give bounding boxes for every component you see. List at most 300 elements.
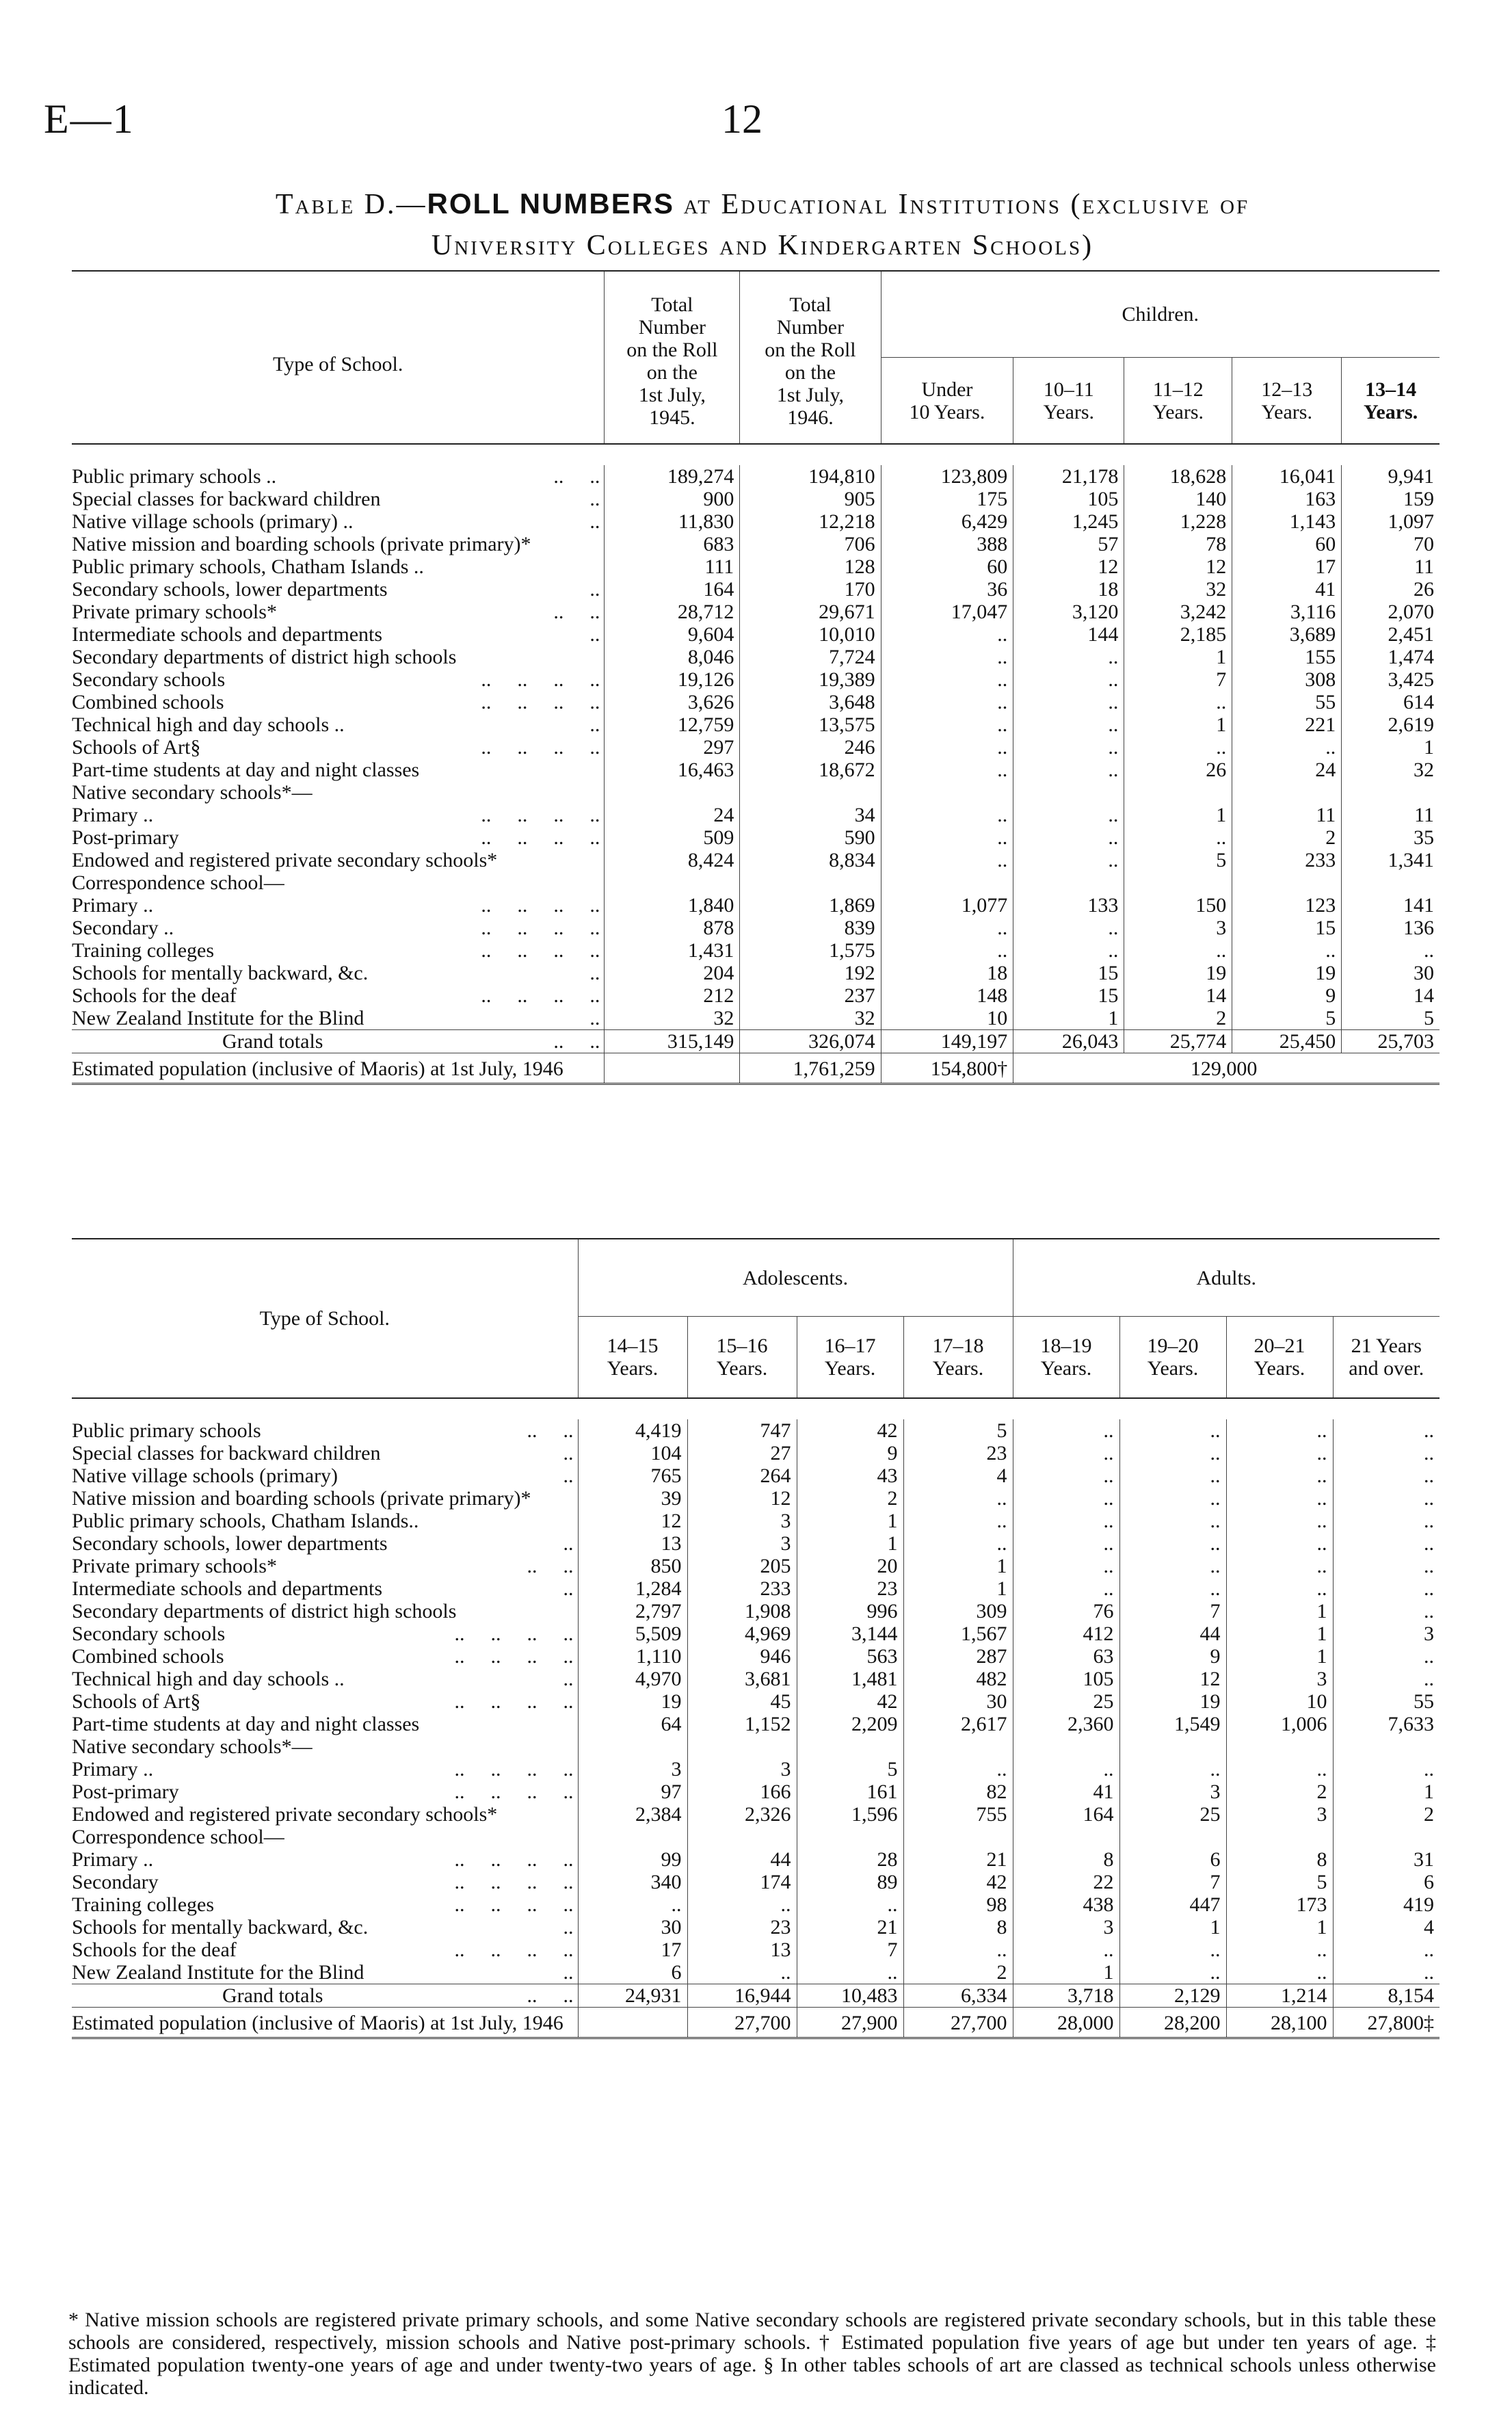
- leader-dot: ..: [517, 691, 528, 713]
- value-cell: ..: [1226, 1487, 1333, 1510]
- value-cell: ..: [1124, 736, 1232, 759]
- school-type-label: Endowed and registered private secondary schools*: [72, 1803, 498, 1826]
- leader-dot: ..: [454, 1939, 465, 1961]
- value-cell: 155: [1232, 646, 1342, 668]
- col-13-14-header: 13–14 Years.: [1342, 358, 1440, 445]
- value-cell: 1,245: [1013, 510, 1124, 533]
- school-type-cell: [72, 1555, 578, 1577]
- value-cell: 32: [740, 1007, 881, 1030]
- school-type-label: Part-time students at day and night classes: [72, 759, 420, 781]
- leader-dot: ..: [527, 1419, 538, 1442]
- value-cell: 189,274: [605, 465, 740, 488]
- value-cell: 1,341: [1342, 849, 1440, 871]
- leader-dot: ..: [553, 917, 564, 939]
- school-type-label: Secondary: [72, 1871, 159, 1893]
- age-col-line2: Years.: [1040, 1357, 1092, 1380]
- value-cell: 164: [1013, 1803, 1119, 1826]
- value-cell: ..: [1013, 1442, 1119, 1464]
- school-type-label: Schools of Art§: [72, 1690, 201, 1713]
- value-cell: 5: [797, 1758, 903, 1780]
- value-cell: 1: [1124, 804, 1232, 826]
- age-col-line2: and over.: [1349, 1357, 1424, 1380]
- leader-dots: [538, 1916, 578, 1939]
- school-type-label: Native secondary schools*—: [72, 1735, 313, 1758]
- footnotes: [68, 2309, 1436, 2399]
- value-cell: ..: [1013, 1510, 1119, 1532]
- grand-total-value: 25,774: [1124, 1030, 1232, 1053]
- value-cell: 43: [797, 1464, 903, 1487]
- value-cell: 8: [903, 1916, 1013, 1939]
- leader-dot: ..: [527, 1690, 538, 1713]
- value-cell: 16,041: [1232, 465, 1342, 488]
- leader-dots: [563, 510, 604, 533]
- grand-totals-label: Grand totals: [222, 1030, 323, 1053]
- col-total-1946-header: Total Number on the Roll on the 1st July, 1946.: [740, 271, 881, 444]
- leader-dot: ..: [563, 1961, 574, 1984]
- value-cell: 1,596: [797, 1803, 903, 1826]
- leader-dot: ..: [589, 939, 600, 962]
- school-type-cell: [72, 849, 605, 871]
- school-type-cell: [72, 871, 605, 894]
- value-cell: 55: [1333, 1690, 1440, 1713]
- leader-dots: [527, 465, 604, 488]
- grand-total-value: 26,043: [1013, 1030, 1124, 1053]
- value-cell: 10,010: [740, 623, 881, 646]
- school-type-cell: [72, 623, 605, 646]
- value-cell: 7: [797, 1939, 903, 1961]
- value-cell: [687, 1735, 797, 1758]
- value-cell: 30: [903, 1690, 1013, 1713]
- value-cell: 3: [1226, 1668, 1333, 1690]
- estim-under10-value: 154,800†: [881, 1053, 1013, 1084]
- value-cell: ..: [1333, 1645, 1440, 1668]
- value-cell: 19,389: [740, 668, 881, 691]
- leader-dots: [501, 1419, 578, 1442]
- leader-dot: ..: [527, 1622, 538, 1645]
- table-row: [72, 1939, 1440, 1961]
- value-cell: ..: [1119, 1555, 1226, 1577]
- leader-dot: ..: [589, 894, 600, 917]
- value-cell: [1333, 1735, 1440, 1758]
- school-type-cell: [72, 1735, 578, 1758]
- value-cell: 5: [1226, 1871, 1333, 1893]
- leader-dot: ..: [481, 984, 492, 1007]
- value-cell: 3: [1119, 1780, 1226, 1803]
- value-cell: ..: [1119, 1532, 1226, 1555]
- value-cell: 9: [797, 1442, 903, 1464]
- value-cell: 1: [1226, 1622, 1333, 1645]
- value-cell: [797, 1826, 903, 1848]
- school-type-label: Primary ..: [72, 804, 154, 826]
- table-row: [72, 781, 1440, 804]
- leader-dot: ..: [517, 894, 528, 917]
- value-cell: 2: [1124, 1007, 1232, 1030]
- value-cell: ..: [1333, 1510, 1440, 1532]
- value-cell: 170: [740, 578, 881, 601]
- value-cell: 144: [1013, 623, 1124, 646]
- school-type-cell: [72, 1600, 578, 1622]
- value-cell: 6,429: [881, 510, 1013, 533]
- table-row: [72, 1419, 1440, 1442]
- table-row: [72, 826, 1440, 849]
- value-cell: ..: [1124, 826, 1232, 849]
- leader-dots: [455, 984, 604, 1007]
- school-type-label: Primary ..: [72, 894, 154, 917]
- value-cell: 765: [578, 1464, 687, 1487]
- school-type-label: Native secondary schools*—: [72, 781, 313, 804]
- value-cell: [578, 1826, 687, 1848]
- table-row: [72, 984, 1440, 1007]
- leader-dots: [563, 488, 604, 510]
- value-cell: ..: [1013, 691, 1124, 713]
- school-type-cell: [72, 465, 605, 488]
- grand-total-value: 149,197: [881, 1030, 1013, 1053]
- value-cell: 42: [797, 1690, 903, 1713]
- value-cell: 2,209: [797, 1713, 903, 1735]
- value-cell: ..: [1119, 1939, 1226, 1961]
- value-cell: 9: [1232, 984, 1342, 1007]
- value-cell: ..: [1333, 1758, 1440, 1780]
- value-cell: ..: [881, 804, 1013, 826]
- estim-value: 27,700: [903, 2008, 1013, 2038]
- leader-dot: ..: [490, 1939, 501, 1961]
- value-cell: 5: [1124, 849, 1232, 871]
- table-row: [72, 849, 1440, 871]
- age-col-header: [797, 1317, 903, 1399]
- age-col-line1: 15–16: [716, 1335, 768, 1357]
- value-cell: 8,046: [605, 646, 740, 668]
- leader-dot: ..: [589, 668, 600, 691]
- table-row: [72, 488, 1440, 510]
- title-prefix: Table D.—: [275, 189, 427, 220]
- leader-dots: [563, 1007, 604, 1029]
- value-cell: ..: [797, 1961, 903, 1984]
- school-type-cell: [72, 1442, 578, 1464]
- school-type-cell: [72, 1758, 578, 1780]
- value-cell: 1: [1119, 1916, 1226, 1939]
- value-cell: 2,617: [903, 1713, 1013, 1735]
- table-row: [72, 1961, 1440, 1984]
- value-cell: 161: [797, 1780, 903, 1803]
- value-cell: 946: [687, 1645, 797, 1668]
- value-cell: 3: [687, 1758, 797, 1780]
- age-col-line2: Years.: [932, 1357, 984, 1380]
- school-type-label: Post-primary: [72, 826, 179, 849]
- school-type-cell: [72, 1532, 578, 1555]
- estim-value: 28,200: [1119, 2008, 1226, 2038]
- school-type-label: New Zealand Institute for the Blind: [72, 1961, 364, 1984]
- grand-total-value: 10,483: [797, 1984, 903, 2008]
- value-cell: 233: [1232, 849, 1342, 871]
- leader-dots: [455, 894, 604, 917]
- grand-total-value: 6,334: [903, 1984, 1013, 2008]
- leader-dot: ..: [563, 1622, 574, 1645]
- value-cell: 7: [1124, 668, 1232, 691]
- value-cell: [605, 871, 740, 894]
- value-cell: 1: [1124, 713, 1232, 736]
- value-cell: 159: [1342, 488, 1440, 510]
- value-cell: 44: [687, 1848, 797, 1871]
- value-cell: 3: [1226, 1803, 1333, 1826]
- value-cell: 105: [1013, 488, 1124, 510]
- leader-dot: ..: [563, 1645, 574, 1668]
- value-cell: 31: [1333, 1848, 1440, 1871]
- value-cell: 1: [1013, 1007, 1124, 1030]
- value-cell: 233: [687, 1577, 797, 1600]
- leader-dot: ..: [517, 804, 528, 826]
- leader-dots: [563, 962, 604, 984]
- value-cell: 123,809: [881, 465, 1013, 488]
- value-cell: 42: [797, 1419, 903, 1442]
- value-cell: 24: [605, 804, 740, 826]
- value-cell: ..: [1119, 1510, 1226, 1532]
- value-cell: 105: [1013, 1668, 1119, 1690]
- value-cell: ..: [1119, 1487, 1226, 1510]
- table-row: [72, 1600, 1440, 1622]
- leader-dots: [538, 1464, 578, 1487]
- value-cell: ..: [1333, 1532, 1440, 1555]
- value-cell: 4: [903, 1464, 1013, 1487]
- leader-dots: [455, 826, 604, 849]
- age-col-line2: Years.: [1254, 1357, 1305, 1380]
- leader-dots: [429, 1871, 578, 1893]
- value-cell: 1,840: [605, 894, 740, 917]
- value-cell: [881, 781, 1013, 804]
- value-cell: 9,941: [1342, 465, 1440, 488]
- leader-dot: ..: [517, 668, 528, 691]
- value-cell: 60: [1232, 533, 1342, 555]
- age-col-line2: Years.: [824, 1357, 876, 1380]
- table-row: [72, 578, 1440, 601]
- leader-dots: [455, 917, 604, 939]
- value-cell: 1: [797, 1510, 903, 1532]
- school-type-label: Training colleges: [72, 939, 215, 962]
- value-cell: 2,070: [1342, 601, 1440, 623]
- leader-dots: [538, 1442, 578, 1464]
- value-cell: [1013, 871, 1124, 894]
- value-cell: 747: [687, 1419, 797, 1442]
- value-cell: 1: [1226, 1916, 1333, 1939]
- value-cell: 212: [605, 984, 740, 1007]
- value-cell: ..: [881, 826, 1013, 849]
- children-header: Children.: [881, 271, 1440, 358]
- value-cell: [1232, 781, 1342, 804]
- grand-total-value: 8,154: [1333, 1984, 1440, 2008]
- value-cell: 8,834: [740, 849, 881, 871]
- value-cell: ..: [1119, 1577, 1226, 1600]
- school-type-label: Public primary schools, Chatham Islands ..: [72, 555, 424, 578]
- school-type-cell: [72, 488, 605, 510]
- age-col-line2: Years.: [607, 1357, 659, 1380]
- leader-dots: [563, 713, 604, 736]
- value-cell: 3: [578, 1758, 687, 1780]
- school-type-cell: [72, 781, 605, 804]
- value-cell: ..: [1119, 1419, 1226, 1442]
- value-cell: 34: [740, 804, 881, 826]
- leader-dots: [538, 1532, 578, 1555]
- value-cell: 128: [740, 555, 881, 578]
- school-type-label: Special classes for backward children: [72, 1442, 381, 1464]
- leader-dot: ..: [563, 1577, 574, 1600]
- value-cell: ..: [1226, 1442, 1333, 1464]
- value-cell: 11,830: [605, 510, 740, 533]
- value-cell: 1: [1226, 1600, 1333, 1622]
- value-cell: 18,672: [740, 759, 881, 781]
- table-row: [72, 736, 1440, 759]
- value-cell: 3,242: [1124, 601, 1232, 623]
- value-cell: 18: [881, 962, 1013, 984]
- value-cell: 17: [1232, 555, 1342, 578]
- value-cell: 1: [1333, 1780, 1440, 1803]
- leader-dot: ..: [517, 736, 528, 759]
- leader-dot: ..: [563, 1893, 574, 1916]
- value-cell: [1333, 1826, 1440, 1848]
- leader-dots: [455, 736, 604, 759]
- school-type-label: Private primary schools*: [72, 1555, 277, 1577]
- value-cell: 2,451: [1342, 623, 1440, 646]
- value-cell: [903, 1826, 1013, 1848]
- school-type-label: Native mission and boarding schools (private primary)*: [72, 533, 531, 555]
- grand-totals-row: [72, 1984, 1440, 2008]
- value-cell: ..: [1333, 1939, 1440, 1961]
- table-row: [72, 1758, 1440, 1780]
- value-cell: 23: [903, 1442, 1013, 1464]
- value-cell: 12: [578, 1510, 687, 1532]
- school-type-label: Primary ..: [72, 1848, 154, 1871]
- value-cell: 1,143: [1232, 510, 1342, 533]
- page-number: 12: [721, 96, 762, 142]
- table-row: [72, 465, 1440, 488]
- value-cell: ..: [1226, 1510, 1333, 1532]
- value-cell: 17: [578, 1939, 687, 1961]
- col-10-11-header: 10–11 Years.: [1013, 358, 1124, 445]
- leader-dot: ..: [490, 1848, 501, 1871]
- value-cell: 5: [903, 1419, 1013, 1442]
- value-cell: 3,120: [1013, 601, 1124, 623]
- value-cell: ..: [1013, 849, 1124, 871]
- value-cell: 1,575: [740, 939, 881, 962]
- value-cell: 7,633: [1333, 1713, 1440, 1735]
- school-type-cell: [72, 691, 605, 713]
- value-cell: ..: [1013, 646, 1124, 668]
- table-row: [72, 713, 1440, 736]
- value-cell: ..: [1013, 1758, 1119, 1780]
- value-cell: ..: [1119, 1442, 1226, 1464]
- leader-dots: [455, 691, 604, 713]
- value-cell: ..: [881, 759, 1013, 781]
- age-col-line1: 19–20: [1147, 1335, 1199, 1357]
- school-type-label: Schools for mentally backward, &c.: [72, 962, 369, 984]
- value-cell: ..: [1226, 1419, 1333, 1442]
- leader-dots: [455, 668, 604, 691]
- estimated-population-label: Estimated population (inclusive of Maoris) at 1st July, 1946: [72, 1053, 605, 1084]
- value-cell: ..: [1226, 1961, 1333, 1984]
- value-cell: 32: [1342, 759, 1440, 781]
- value-cell: 2: [797, 1487, 903, 1510]
- school-type-cell: [72, 1487, 578, 1510]
- leader-dot: ..: [553, 804, 564, 826]
- value-cell: ..: [687, 1961, 797, 1984]
- leader-dot: ..: [563, 1780, 574, 1803]
- value-cell: ..: [1124, 691, 1232, 713]
- value-cell: 706: [740, 533, 881, 555]
- value-cell: 28,712: [605, 601, 740, 623]
- value-cell: 25: [1013, 1690, 1119, 1713]
- value-cell: 1,110: [578, 1645, 687, 1668]
- value-cell: 1,228: [1124, 510, 1232, 533]
- age-col-header: [1333, 1317, 1440, 1399]
- school-type-label: Private primary schools*: [72, 601, 277, 623]
- value-cell: 3: [1124, 917, 1232, 939]
- leader-dot: ..: [481, 736, 492, 759]
- value-cell: 18,628: [1124, 465, 1232, 488]
- leader-dot: ..: [481, 826, 492, 849]
- value-cell: 2,797: [578, 1600, 687, 1622]
- value-cell: 205: [687, 1555, 797, 1577]
- value-cell: 438: [1013, 1893, 1119, 1916]
- value-cell: 308: [1232, 668, 1342, 691]
- value-cell: 1,908: [687, 1600, 797, 1622]
- value-cell: 6: [578, 1961, 687, 1984]
- leader-dot: ..: [553, 465, 564, 488]
- value-cell: 221: [1232, 713, 1342, 736]
- col-under10-header: Under 10 Years.: [881, 358, 1013, 445]
- leader-dot: ..: [490, 1780, 501, 1803]
- value-cell: 4: [1333, 1916, 1440, 1939]
- estimated-population-row: [72, 1053, 1440, 1084]
- value-cell: 10: [881, 1007, 1013, 1030]
- leader-dot: ..: [490, 1758, 501, 1780]
- value-cell: [740, 871, 881, 894]
- school-type-cell: [72, 804, 605, 826]
- estim-1946-value: 1,761,259: [740, 1053, 881, 1084]
- leader-dot: ..: [563, 1532, 574, 1555]
- leader-dots: [538, 1668, 578, 1690]
- value-cell: ..: [1013, 1532, 1119, 1555]
- value-cell: ..: [1013, 1555, 1119, 1577]
- school-type-cell: [72, 984, 605, 1007]
- table-row: [72, 1645, 1440, 1668]
- value-cell: ..: [1119, 1758, 1226, 1780]
- school-type-cell: [72, 1916, 578, 1939]
- leader-dot: ..: [553, 736, 564, 759]
- table2-body: [72, 1398, 1440, 2038]
- value-cell: 16,463: [605, 759, 740, 781]
- value-cell: ..: [1226, 1577, 1333, 1600]
- value-cell: 2,360: [1013, 1713, 1119, 1735]
- value-cell: ..: [1226, 1555, 1333, 1577]
- value-cell: 23: [687, 1916, 797, 1939]
- value-cell: 26: [1342, 578, 1440, 601]
- value-cell: 1,567: [903, 1622, 1013, 1645]
- roll-table-adolescents-adults: [72, 1238, 1440, 2039]
- school-type-label: Public primary schools, Chatham Islands..: [72, 1510, 419, 1532]
- value-cell: 3: [687, 1510, 797, 1532]
- leader-dots: [429, 1939, 578, 1961]
- value-cell: 6: [1119, 1848, 1226, 1871]
- school-type-label: Intermediate schools and departments: [72, 623, 383, 646]
- value-cell: 2,384: [578, 1803, 687, 1826]
- value-cell: 850: [578, 1555, 687, 1577]
- school-type-cell: [72, 578, 605, 601]
- value-cell: 99: [578, 1848, 687, 1871]
- value-cell: 5,509: [578, 1622, 687, 1645]
- school-type-label: Intermediate schools and departments: [72, 1577, 383, 1600]
- value-cell: 2: [1226, 1780, 1333, 1803]
- school-type-cell: [72, 1668, 578, 1690]
- leader-dot: ..: [481, 939, 492, 962]
- grand-total-value: 25,703: [1342, 1030, 1440, 1053]
